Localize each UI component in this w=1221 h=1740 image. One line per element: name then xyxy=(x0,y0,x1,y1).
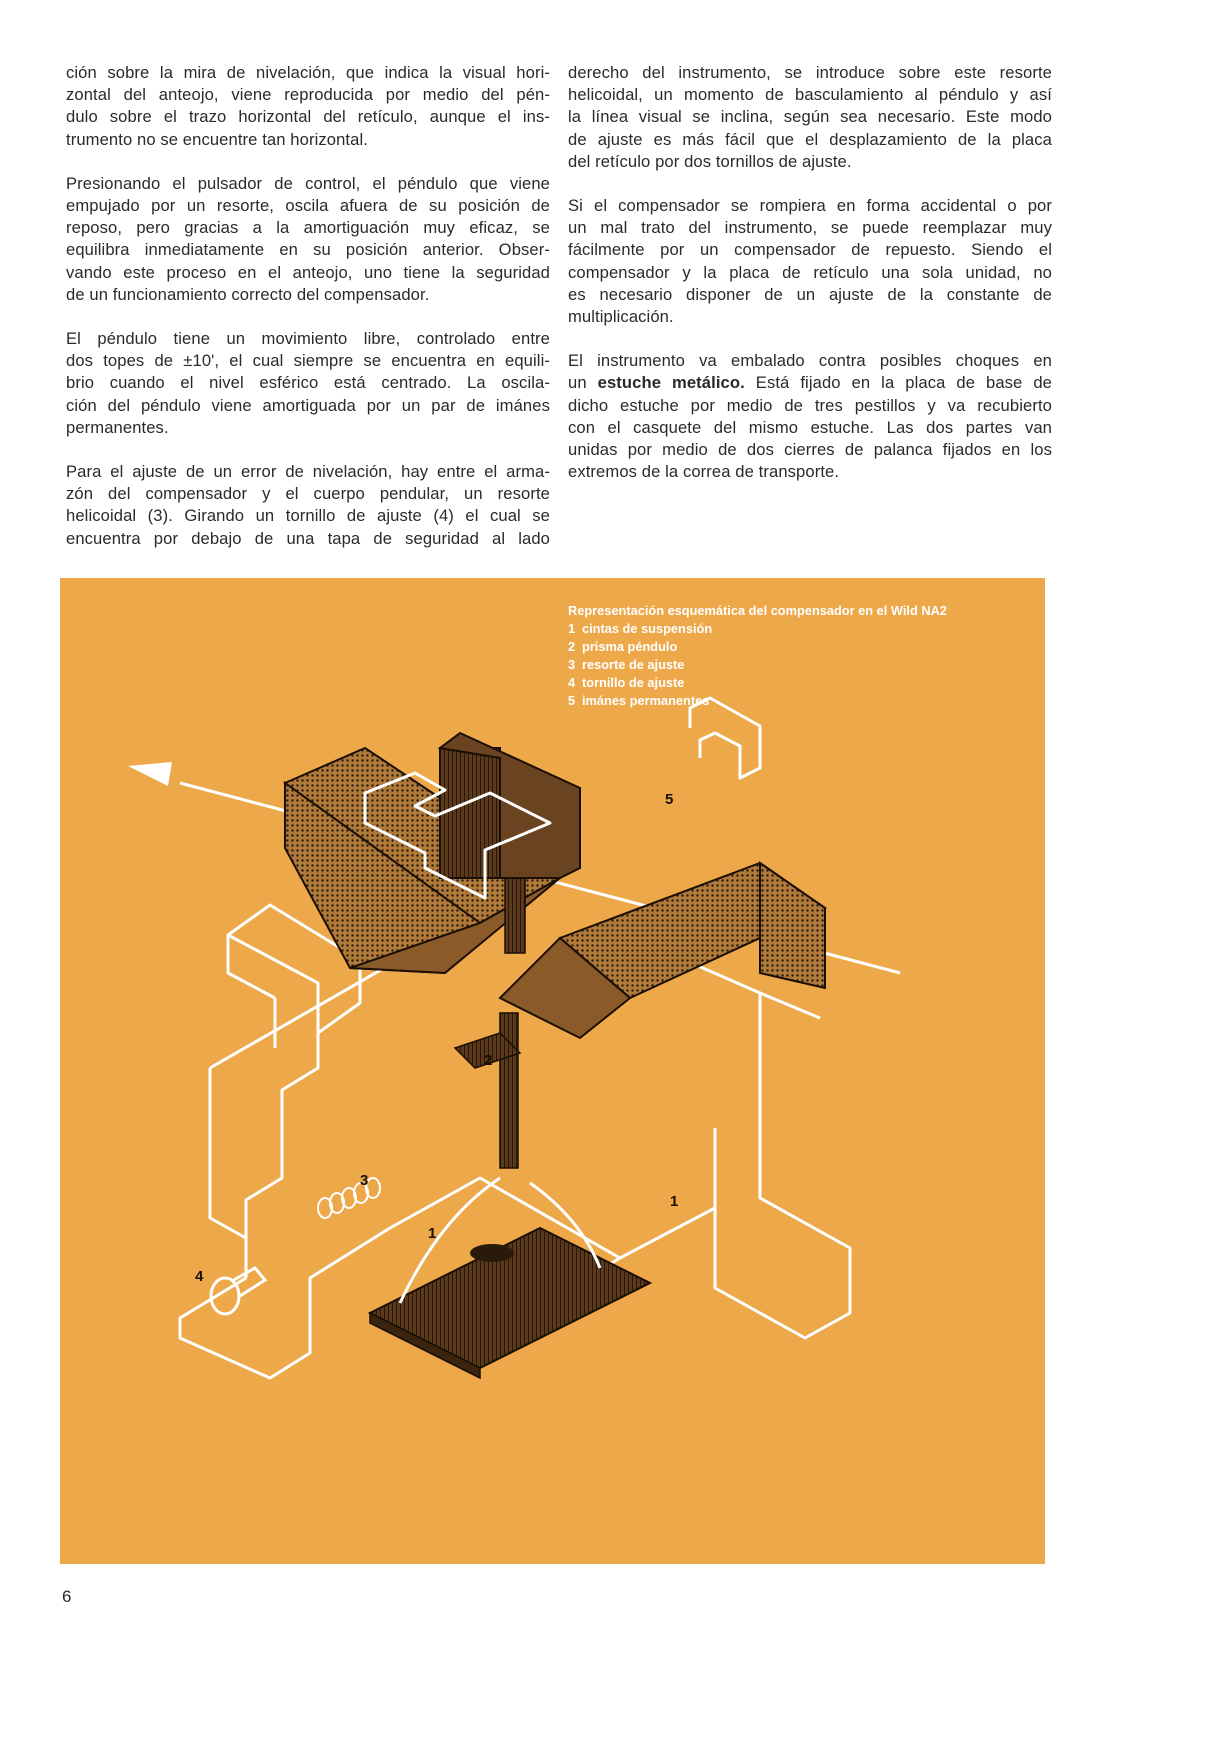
text-line: equilibra inmediatamente en su posición anterior. Obser- xyxy=(66,240,550,260)
text-line: un mal trato del instrumento, se puede reemplazar muy xyxy=(568,218,1052,238)
paragraph xyxy=(66,173,550,306)
legend-label: resorte de ajuste xyxy=(582,657,685,672)
text-line: encuentra por debajo de una tapa de seguridad al lado xyxy=(66,528,550,548)
text-line: Para el ajuste de un error de nivelación, hay entre el arma- xyxy=(66,462,550,482)
adjusting-screw xyxy=(211,1268,265,1314)
paragraph xyxy=(66,461,550,550)
legend-num: 4 xyxy=(568,675,576,690)
text-line: unidas por medio de dos cierres de palanca fijados en los xyxy=(568,440,1052,460)
paragraph xyxy=(568,195,1052,328)
legend-item xyxy=(568,656,947,674)
text-line: es necesario disponer de un ajuste de la constante de xyxy=(568,284,1052,304)
legend-label: cintas de suspensión xyxy=(582,621,713,636)
text-line: de ajuste es más fácil que el desplazamiento de la placa xyxy=(568,129,1052,149)
paragraph xyxy=(66,328,550,439)
text-line: extremos de la correa de transporte. xyxy=(568,462,840,482)
text-line: helicoidal, un momento de basculamiento al péndulo y así xyxy=(568,85,1052,105)
callout-2: 2 xyxy=(484,1052,493,1069)
callout-5: 5 xyxy=(665,791,674,808)
text-line: compensador y la placa de retículo una sola unidad, no xyxy=(568,262,1052,282)
text-line: El instrumento va embalado contra posibles choques en xyxy=(568,351,1052,371)
text-run: Está fijado en la placa de base de xyxy=(744,373,1052,393)
text-line: ción del péndulo viene amortiguada por un par de imánes xyxy=(66,395,550,415)
text-line xyxy=(568,372,1052,394)
text-line: dulo sobre el trazo horizontal del retículo, aunque el ins- xyxy=(66,107,550,127)
text-line: del retículo por dos tornillos de ajuste. xyxy=(568,151,852,171)
text-line: helicoidal (3). Girando un tornillo de ajuste (4) el cual se xyxy=(66,506,550,526)
text-line: la línea visual se inclina, según sea necesario. Este modo xyxy=(568,107,1052,127)
text-line: brio cuando el nivel esférico está centrado. La oscila- xyxy=(66,373,550,393)
text-line: de un funcionamiento correcto del compensador. xyxy=(66,284,430,304)
text-column-left xyxy=(66,62,550,550)
legend-label: prisma péndulo xyxy=(582,639,678,654)
legend-label: imánes permanentes xyxy=(582,693,710,708)
legend-item xyxy=(568,638,947,656)
page-number: 6 xyxy=(62,1587,72,1606)
adjusting-spring xyxy=(318,1178,380,1218)
text-line: multiplicación. xyxy=(568,307,674,327)
text-run: un xyxy=(568,373,598,393)
text-line: El péndulo tiene un movimiento libre, controlado entre xyxy=(66,329,550,349)
text-line: reposo, pero gracias a la amortiguación muy eficaz, se xyxy=(66,218,550,238)
figure-legend xyxy=(568,602,947,710)
text-line: vando este proceso en el anteojo, uno tiene la seguridad xyxy=(66,262,550,282)
paragraph xyxy=(66,62,550,151)
callout-4: 4 xyxy=(195,1268,204,1285)
right-prism xyxy=(500,863,825,1038)
text-line: zontal del anteojo, viene reproducida por medio del pén- xyxy=(66,85,550,105)
text-line: permanentes. xyxy=(66,417,169,437)
legend-label: tornillo de ajuste xyxy=(582,675,685,690)
compensator-figure xyxy=(60,578,1045,1564)
suspension-base xyxy=(370,1178,650,1378)
legend-item xyxy=(568,620,947,638)
legend-num: 2 xyxy=(568,639,576,654)
callout-1a: 1 xyxy=(428,1225,437,1242)
legend-item xyxy=(568,674,947,692)
text-line: dos topes de ±10', el cual siempre se encuentra en equili- xyxy=(66,351,550,371)
bold-term: estuche metálico. xyxy=(597,373,745,393)
text-column-right xyxy=(568,62,1052,483)
text-line: derecho del instrumento, se introduce sobre este resorte xyxy=(568,63,1052,82)
text-line: fácilmente por un compensador de repuesto. Siendo el xyxy=(568,240,1052,260)
text-line: empujado por un resorte, oscila afuera de su posición de xyxy=(66,196,550,216)
compensator-illustration xyxy=(60,578,1045,1564)
text-line: zón del compensador y el cuerpo pendular, un resorte xyxy=(66,484,550,504)
text-line: Si el compensador se rompiera en forma accidental o por xyxy=(568,196,1052,216)
paragraph xyxy=(568,62,1052,173)
legend-num: 5 xyxy=(568,693,576,708)
text-line: Presionando el pulsador de control, el péndulo que viene xyxy=(66,173,550,193)
paragraph xyxy=(568,350,1052,483)
text-line: trumento no se encuentre tan horizontal. xyxy=(66,129,368,149)
legend-num: 1 xyxy=(568,621,576,636)
callout-3: 3 xyxy=(360,1172,369,1189)
text-line: dicho estuche por medio de tres pestillos y va recubierto xyxy=(568,395,1052,415)
text-line: con el casquete del mismo estuche. Las dos partes van xyxy=(568,417,1052,437)
callout-1b: 1 xyxy=(670,1193,679,1210)
legend-item xyxy=(568,692,947,710)
legend-num: 3 xyxy=(568,657,576,672)
text-line: ción sobre la mira de nivelación, que indica la visual hori- xyxy=(66,63,550,82)
legend-title: Representación esquemática del compensador en el Wild NA2 xyxy=(568,603,947,618)
